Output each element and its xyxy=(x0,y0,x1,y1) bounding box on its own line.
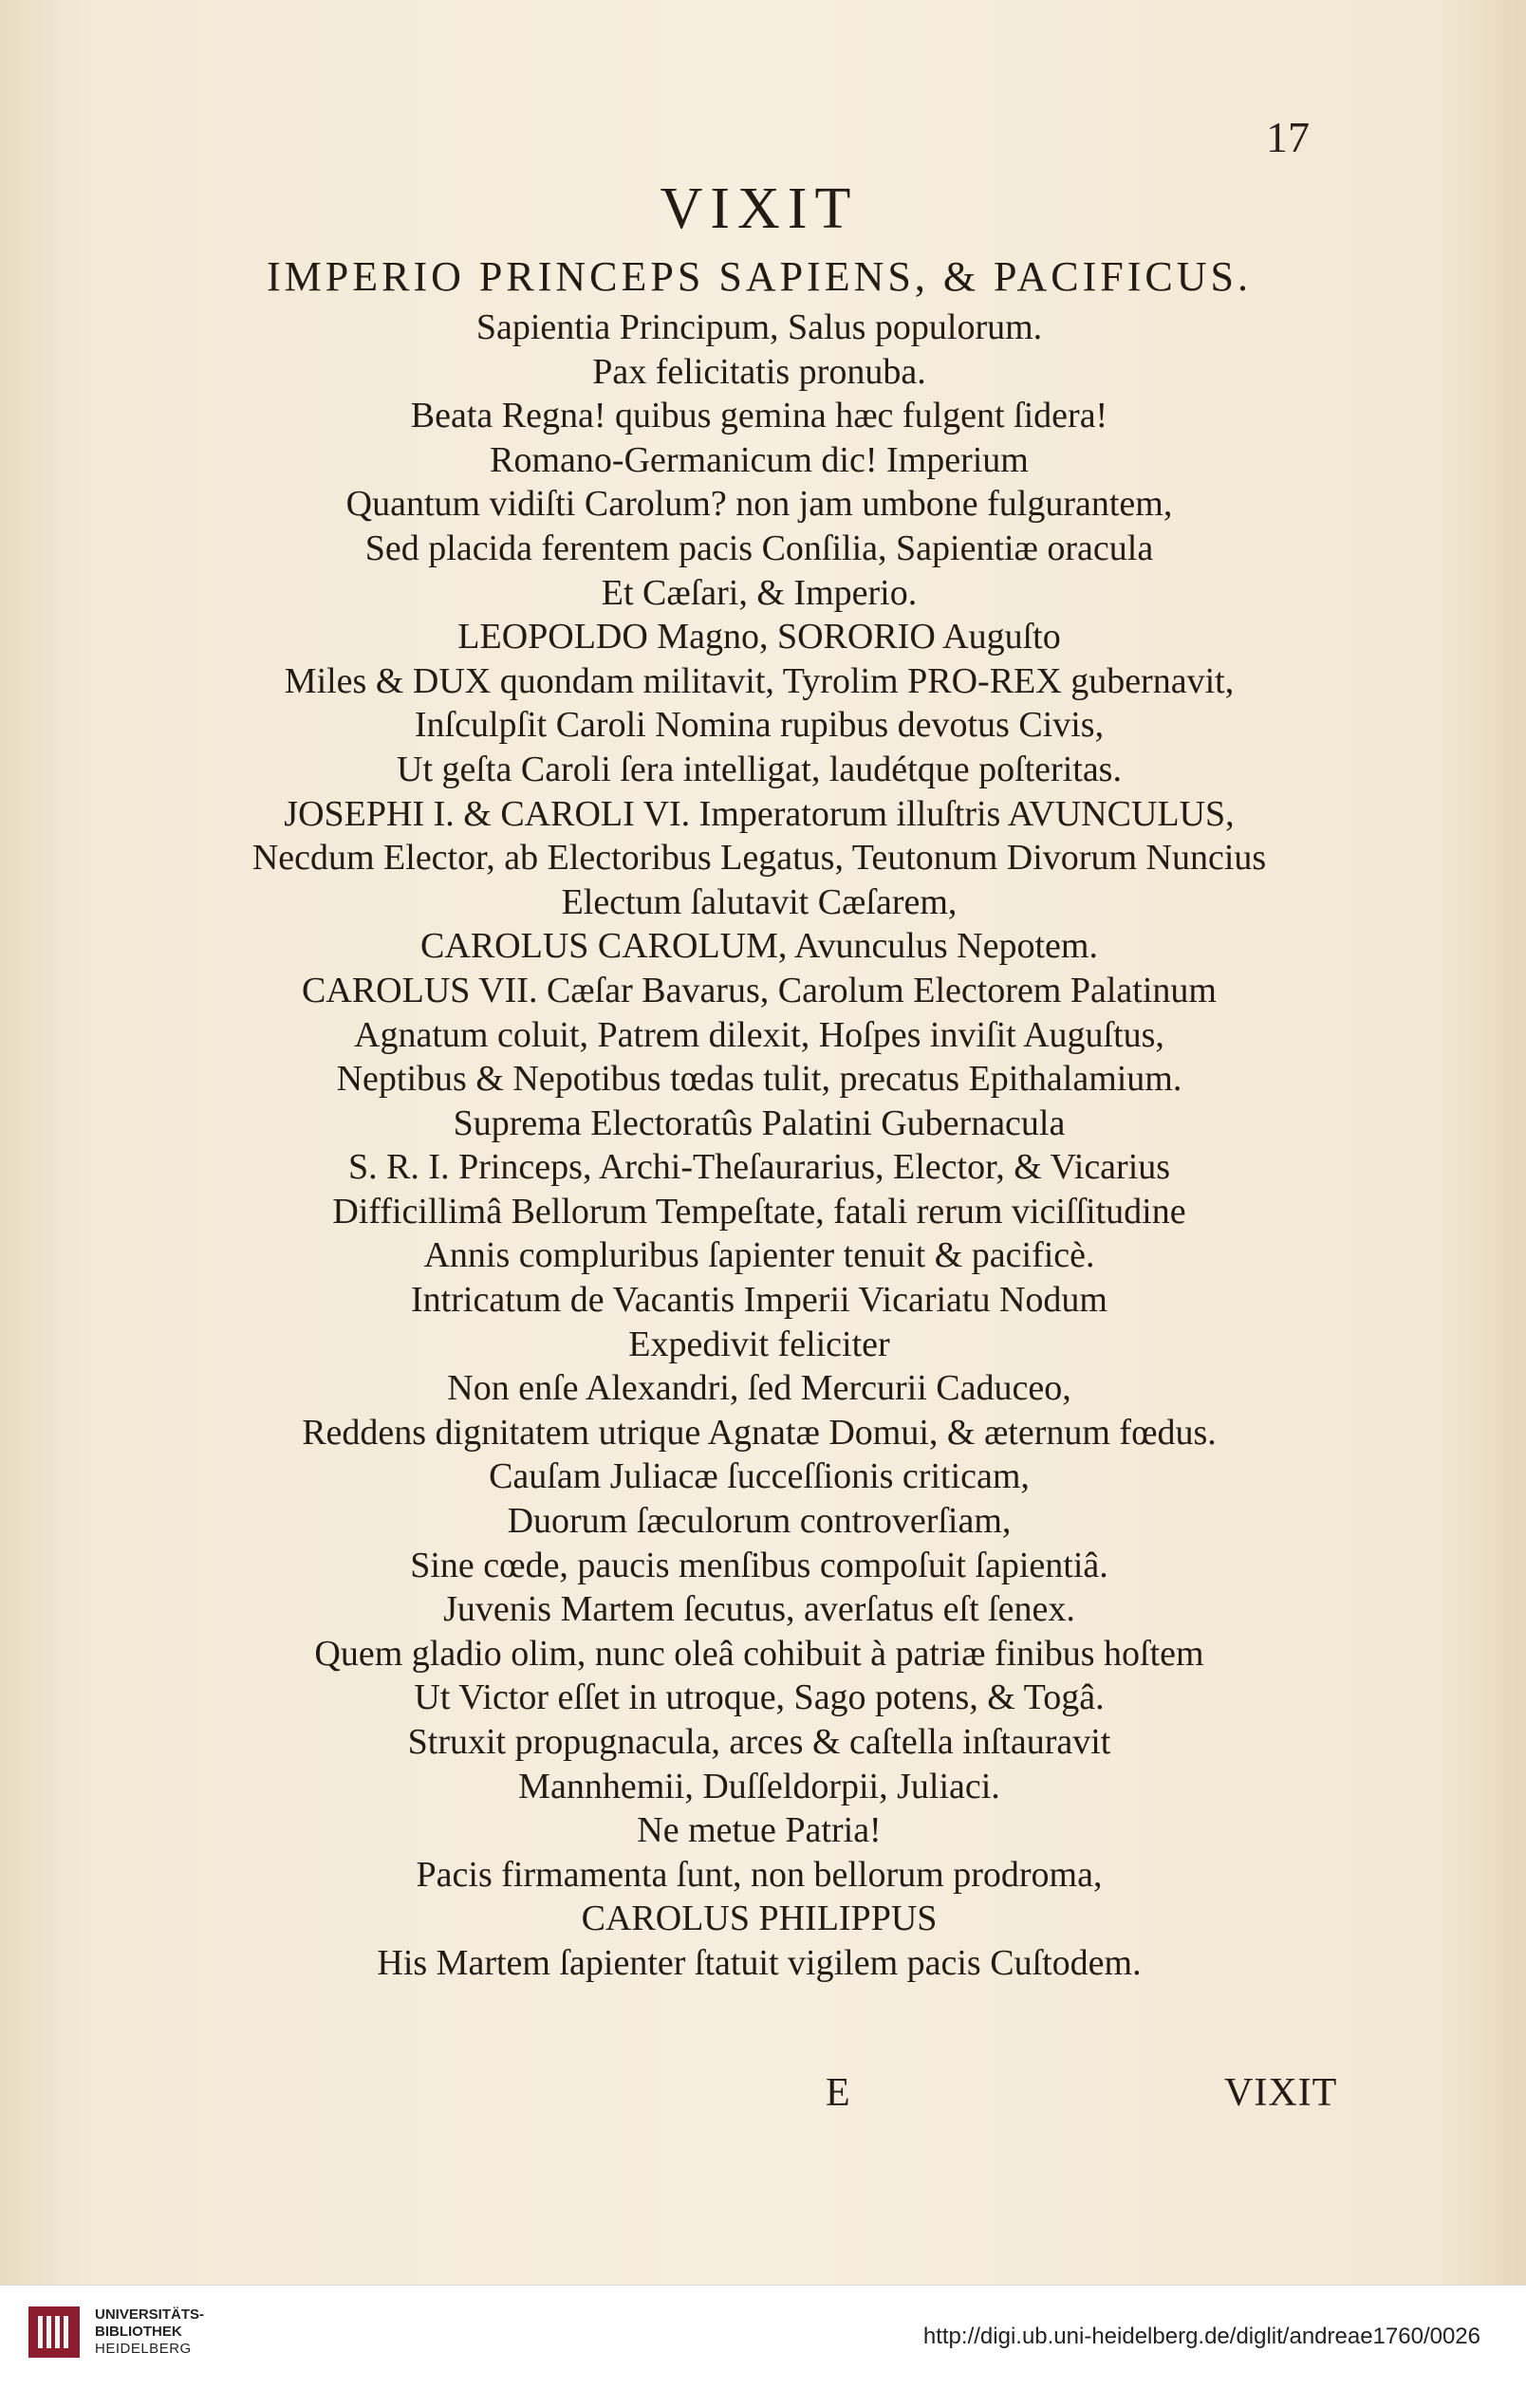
page-footer-marks xyxy=(0,2070,1526,2127)
text-line: Duorum ſæculorum controverſiam, xyxy=(507,1501,1012,1542)
library-logo-icon xyxy=(28,2306,80,2358)
text-line: LEOPOLDO Magno, SORORIO Auguſto xyxy=(457,617,1061,658)
text-line: Intricatum de Vacantis Imperii Vicariatu Nodum xyxy=(411,1280,1107,1321)
inscription-lines xyxy=(85,306,1433,1986)
text-line: Miles & DUX quondam militavit, Tyrolim PRO-REX gubernavit, xyxy=(284,660,1235,701)
text-line: S. R. I. Princeps, Archi-Theſaurarius, Elector, & Vicarius xyxy=(347,1147,1171,1188)
library-name xyxy=(95,2306,204,2358)
text-line: Struxit propugnacula, arces & caſtella inſtauravit xyxy=(407,1722,1111,1762)
text-line: Reddens dignitatem utrique Agnatæ Domui, & æternum fœdus. xyxy=(302,1412,1217,1453)
text-line: Neptibus & Nepotibus tœdas tulit, precatus Epithalamium. xyxy=(336,1059,1182,1100)
text-line: Ut geſta Caroli ſera intelligat, laudétque poſteritas. xyxy=(397,749,1122,789)
text-line: Romano-Germanicum dic! Imperium xyxy=(490,439,1029,480)
text-line: CAROLUS PHILIPPUS xyxy=(581,1899,938,1939)
text-line: Non enſe Alexandri, ſed Mercurii Caduceo, xyxy=(447,1368,1071,1409)
text-line: Juvenis Martem ſecutus, averſatus eſt ſenex. xyxy=(443,1589,1075,1630)
page-subheading: IMPERIO PRINCEPS SAPIENS, & PACIFICUS. xyxy=(267,253,1252,300)
text-line: CAROLUS VII. Cæſar Bavarus, Carolum Electorem Palatinum xyxy=(302,970,1217,1010)
text-line: CAROLUS CAROLUM, Avunculus Nepotem. xyxy=(420,926,1098,967)
library-logo[interactable] xyxy=(28,2306,204,2358)
text-line: Cauſam Juliacæ ſucceſſionis criticam, xyxy=(489,1456,1030,1497)
text-line: Sine cœde, paucis menſibus compoſuit ſapientiâ. xyxy=(410,1545,1108,1585)
text-line: Electum ſalutavit Cæſarem, xyxy=(561,881,958,922)
text-line: Pax felicitatis pronuba. xyxy=(592,351,926,392)
text-line: Expedivit feliciter xyxy=(628,1324,890,1364)
permalink-url[interactable]: http://digi.ub.uni-heidelberg.de/diglit/andreae1760/0026 xyxy=(922,2324,1480,2349)
page-heading: VIXIT xyxy=(660,176,859,241)
signature-mark: E xyxy=(826,2071,850,2115)
library-name-line3: HEIDELBERG xyxy=(95,2341,192,2357)
text-line: Sed placida ferentem pacis Conſilia, Sapientiæ oracula xyxy=(364,528,1154,568)
viewer-footer xyxy=(0,2285,1526,2408)
text-line: Ut Victor eſſet in utroque, Sago potens, & Togâ. xyxy=(414,1677,1105,1718)
library-name-line1: UNIVERSITÄTS- xyxy=(95,2306,205,2323)
text-line: Suprema Electoratûs Palatini Gubernacula xyxy=(453,1102,1066,1143)
text-line: Difficillimâ Bellorum Tempeſtate, fatali rerum viciſſitudine xyxy=(332,1191,1186,1232)
library-name-line2: BIBLIOTHEK xyxy=(95,2324,182,2340)
text-line: Quem gladio olim, nunc oleâ cohibuit à patriæ finibus hoſtem xyxy=(314,1633,1204,1674)
text-line: His Martem ſapienter ſtatuit vigilem pacis Cuſtodem. xyxy=(377,1942,1142,1983)
text-line: Ne metue Patria! xyxy=(637,1810,882,1851)
text-line: Necdum Elector, ab Electoribus Legatus, Teutonum Divorum Nuncius xyxy=(251,838,1267,879)
text-line: Annis compluribus ſapienter tenuit & pacificè. xyxy=(423,1235,1095,1276)
text-line: JOSEPHI I. & CAROLI VI. Imperatorum illuſtris AVUNCULUS, xyxy=(284,793,1235,834)
text-line: Pacis firmamenta ſunt, non bellorum prodroma, xyxy=(416,1854,1103,1895)
text-line: Quantum vidiſti Carolum? non jam umbone fulgurantem, xyxy=(345,484,1173,525)
inscription-text xyxy=(85,169,1433,1986)
text-line: Et Cæſari, & Imperio. xyxy=(601,572,918,613)
text-line: Sapientia Principum, Salus populorum. xyxy=(475,307,1043,347)
text-line: Mannhemii, Duſſeldorpii, Juliaci. xyxy=(518,1766,1000,1806)
catchword: VIXIT xyxy=(1224,2071,1338,2115)
text-line: Beata Regna! quibus gemina hæc fulgent ſidera! xyxy=(410,396,1108,436)
text-line: Agnatum coluit, Patrem dilexit, Hoſpes inviſit Auguſtus, xyxy=(354,1014,1164,1055)
text-line: Inſculpſit Caroli Nomina rupibus devotus Civis, xyxy=(414,705,1105,746)
page-number: 17 xyxy=(1266,113,1310,161)
